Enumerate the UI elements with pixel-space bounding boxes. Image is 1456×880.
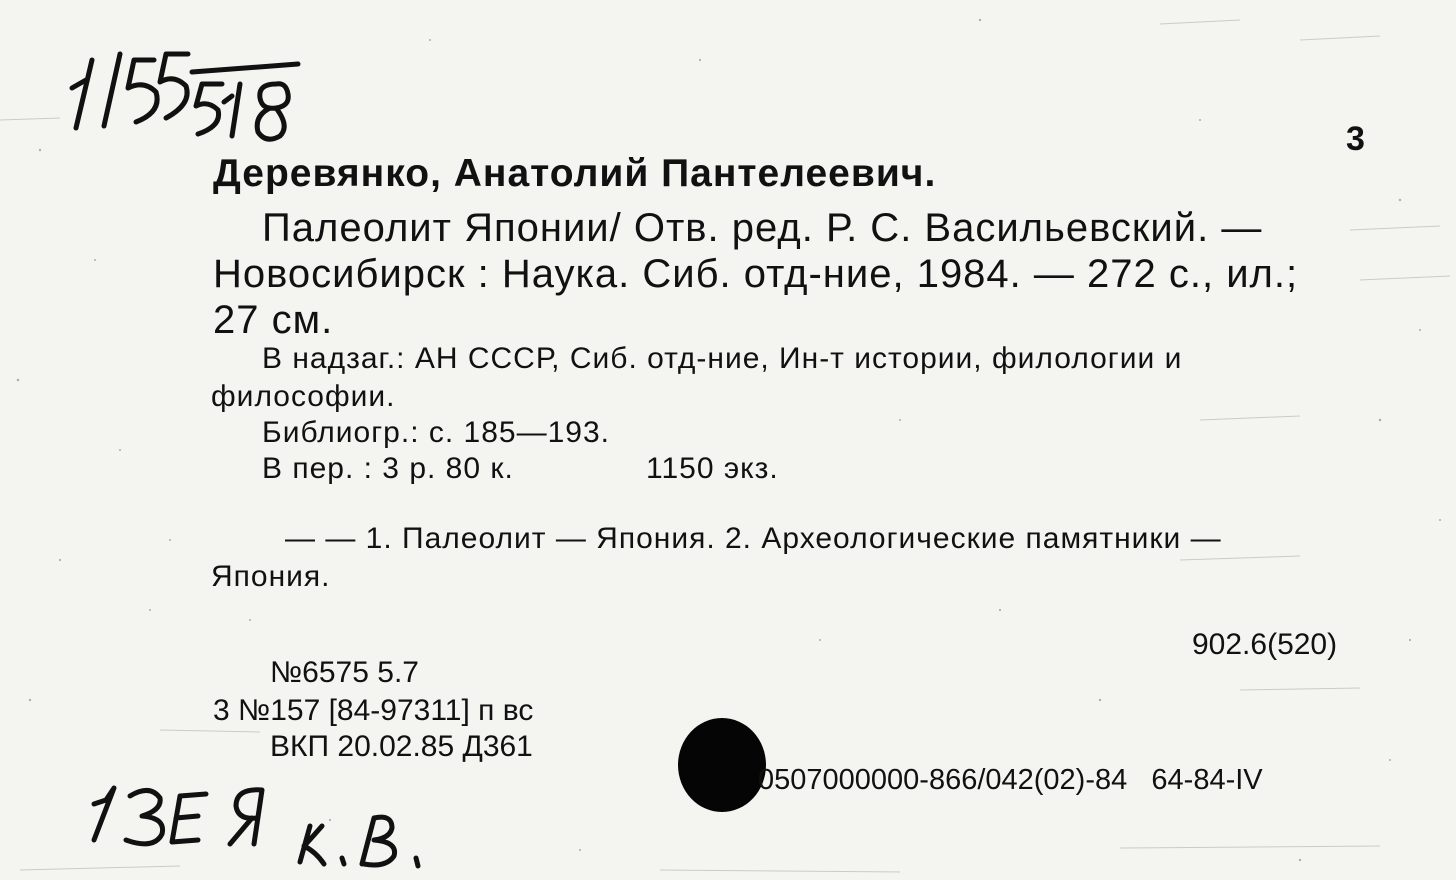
card-sequence-number: 3 xyxy=(1346,120,1365,158)
footer-registration: 3 №157 [84-97311] п вс xyxy=(213,694,534,727)
print-run-note: 1150 экз. xyxy=(646,452,779,485)
bibliography-note: Библиогр.: с. 185—193. xyxy=(262,416,610,449)
subject-headings-line-2: Япония. xyxy=(211,560,331,593)
handwritten-call-number xyxy=(62,40,312,150)
title-line-1: Палеолит Японии/ Отв. ред. Р. С. Васильевский. — xyxy=(262,206,1263,250)
punch-hole xyxy=(678,718,766,812)
author-heading: Деревянко, Анатолий Пантелеевич. xyxy=(213,152,937,195)
footer-vkp-date: ВКП 20.02.85 Д361 xyxy=(270,730,533,763)
header-note-line-1: В надзаг.: АН СССР, Сиб. отд-ние, Ин-т истории, филологии и xyxy=(262,342,1183,375)
footer-isbn-code: 0507000000-866/042(02)-84 64-84-IV xyxy=(758,764,1263,796)
header-note-line-2: философии. xyxy=(211,380,396,413)
handwritten-shelf-mark xyxy=(86,770,436,870)
subject-headings-line-1: — — 1. Палеолит — Япония. 2. Археологические памятники — xyxy=(285,522,1222,555)
classification-index: 902.6(520) xyxy=(1192,628,1338,661)
footer-order-number: №6575 5.7 xyxy=(270,656,419,689)
title-line-3: 27 см. xyxy=(213,298,334,342)
price-note: В пер. : 3 р. 80 к. xyxy=(262,452,514,485)
title-line-2: Новосибирск : Наука. Сиб. отд-ние, 1984. — 272 с., ил.; xyxy=(213,252,1299,296)
